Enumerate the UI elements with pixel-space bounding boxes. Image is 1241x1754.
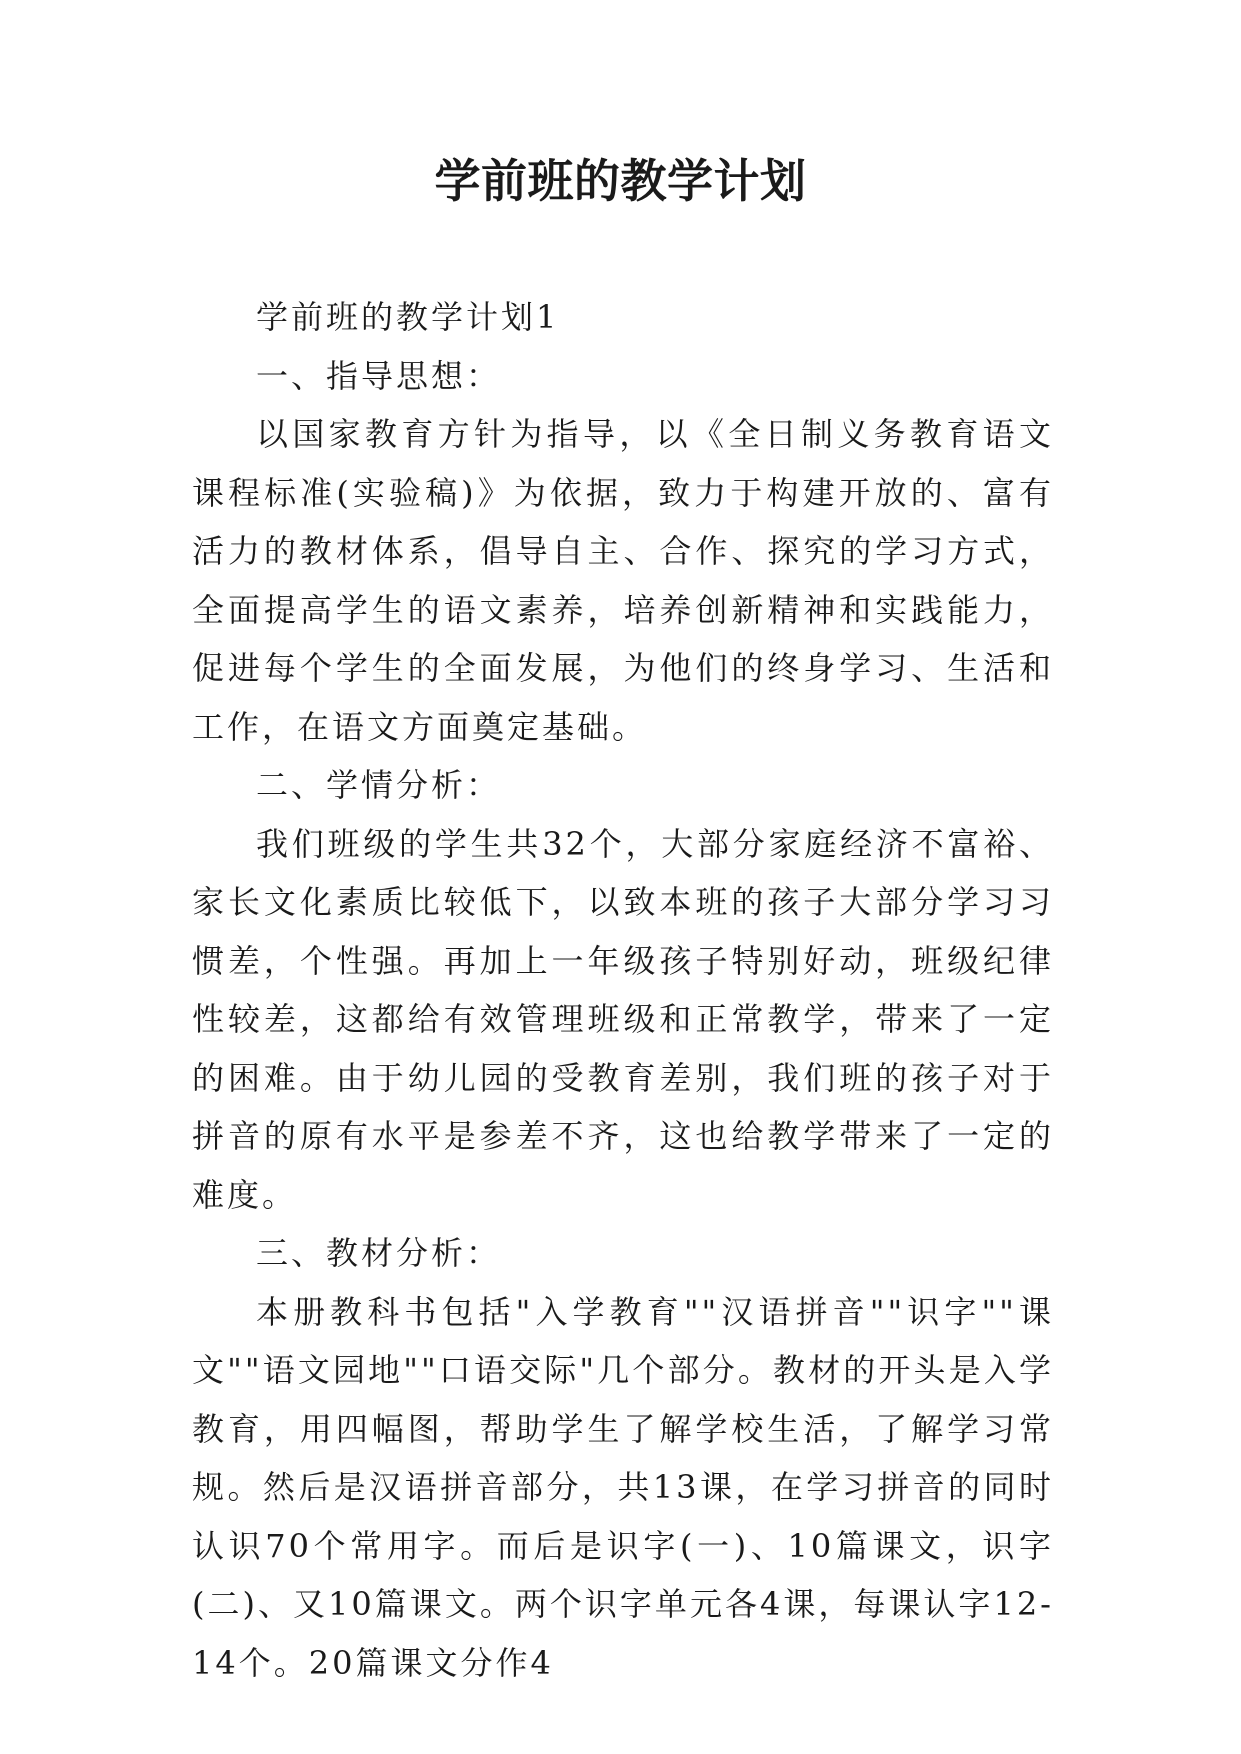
paragraph-student-analysis: 我们班级的学生共32个，大部分家庭经济不富裕、家长文化素质比较低下，以致本班的孩子大部分学习习惯差，个性强。再加上一年级孩子特别好动，班级纪律性较差，这都给有效管理班级和正常教学，带来了一定的困难。由于幼儿园的受教育差别，我们班的孩子对于拼音的原有水平是参差不齐，这也给教学带来了一定的难度。 <box>192 824 1054 1214</box>
document-title: 学前班的教学计划 <box>434 154 807 208</box>
section-heading-plan: 学前班的教学计划1 <box>256 298 560 336</box>
section-heading-guiding-ideology: 一、指导思想： <box>256 356 502 395</box>
paragraph-guiding-ideology: 以国家教育方针为指导，以《全日制义务教育语文课程标准(实验稿)》为依据，致力于构建开放的、富有活力的教材体系，倡导自主、合作、探究的学习方式，全面提高学生的语文素养，培养创新精神和实践能力，促进每个学生的全面发展，为他们的终身学习、生活和工作，在语文方面奠定基础。 <box>192 415 1054 746</box>
section-heading-textbook-analysis: 三、教材分析： <box>256 1234 502 1272</box>
document-body <box>192 288 1054 1692</box>
section-heading-student-analysis: 二、学情分析： <box>256 766 502 804</box>
paragraph-textbook-analysis: 本册教科书包括"入学教育""汉语拼音""识字""课文""语文园地""口语交际"几个部分。教材的开头是入学教育，用四幅图，帮助学生了解学校生活，了解学习常规。然后是汉语拼音部分，共13课，在学习拼音的同时认识70个常用字。而后是识字(一)、10篇课文，识字(二)、又10篇课文。两个识字单元各4课，每课认字12-14个。20篇课文分作4 <box>192 1292 1054 1682</box>
